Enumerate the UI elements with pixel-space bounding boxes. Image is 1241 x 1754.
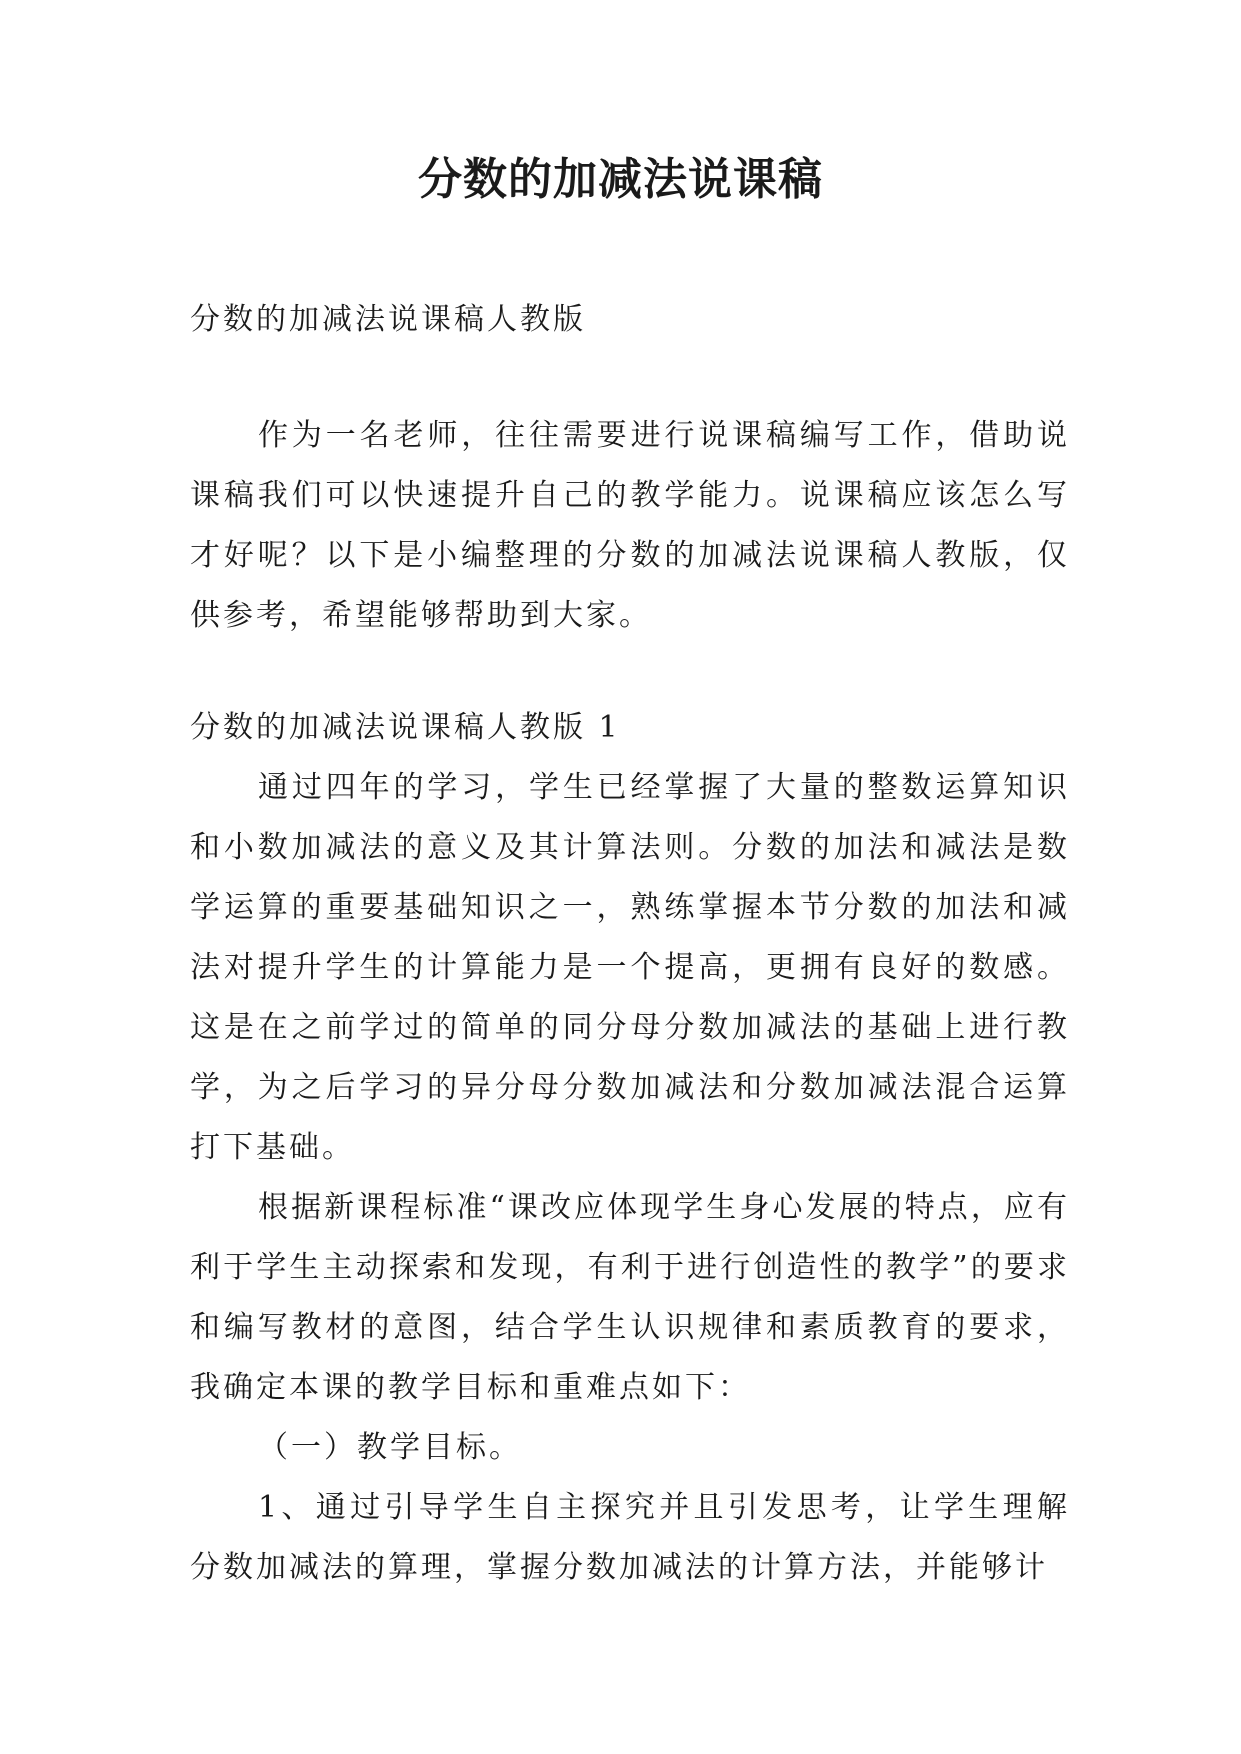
body-paragraph-3: （一）教学目标。 <box>258 1430 522 1465</box>
body-paragraph-1: 通过四年的学习，学生已经掌握了大量的整数运算知识和小数加减法的意义及其计算法则。分数的加法和减法是数学运算的重要基础知识之一，熟练掌握本节分数的加法和减法对提升学生的计算能力是一个提高，更拥有良好的数感。这是在之前学过的简单的同分母分数加减法的基础上进行教学，为之后学习的异分母分数加减法和分数加减法混合运算打下基础。 <box>190 770 1070 1165</box>
section-heading: 分数的加减法说课稿人教版 1 <box>190 710 621 745</box>
document-title: 分数的加减法说课稿 <box>418 154 823 205</box>
document-subtitle <box>190 290 1070 350</box>
subtitle-text: 分数的加减法说课稿人教版 <box>190 302 586 337</box>
body-paragraph-4: 1、通过引导学生自主探究并且引发思考，让学生理解分数加减法的算理，掌握分数加减法的计算方法，并能够计 <box>190 1490 1070 1585</box>
intro-block <box>190 406 1070 646</box>
intro-paragraph: 作为一名老师，往往需要进行说课稿编写工作，借助说课稿我们可以快速提升自己的教学能力。说课稿应该怎么写才好呢？以下是小编整理的分数的加减法说课稿人教版，仅供参考，希望能够帮助到大家。 <box>190 418 1070 633</box>
section-block <box>190 698 1070 1598</box>
body-paragraph-2: 根据新课程标准“课改应体现学生身心发展的特点，应有利于学生主动探索和发现，有利于进行创造性的教学”的要求和编写教材的意图，结合学生认识规律和素质教育的要求，我确定本课的教学目标和重难点如下： <box>190 1190 1070 1405</box>
